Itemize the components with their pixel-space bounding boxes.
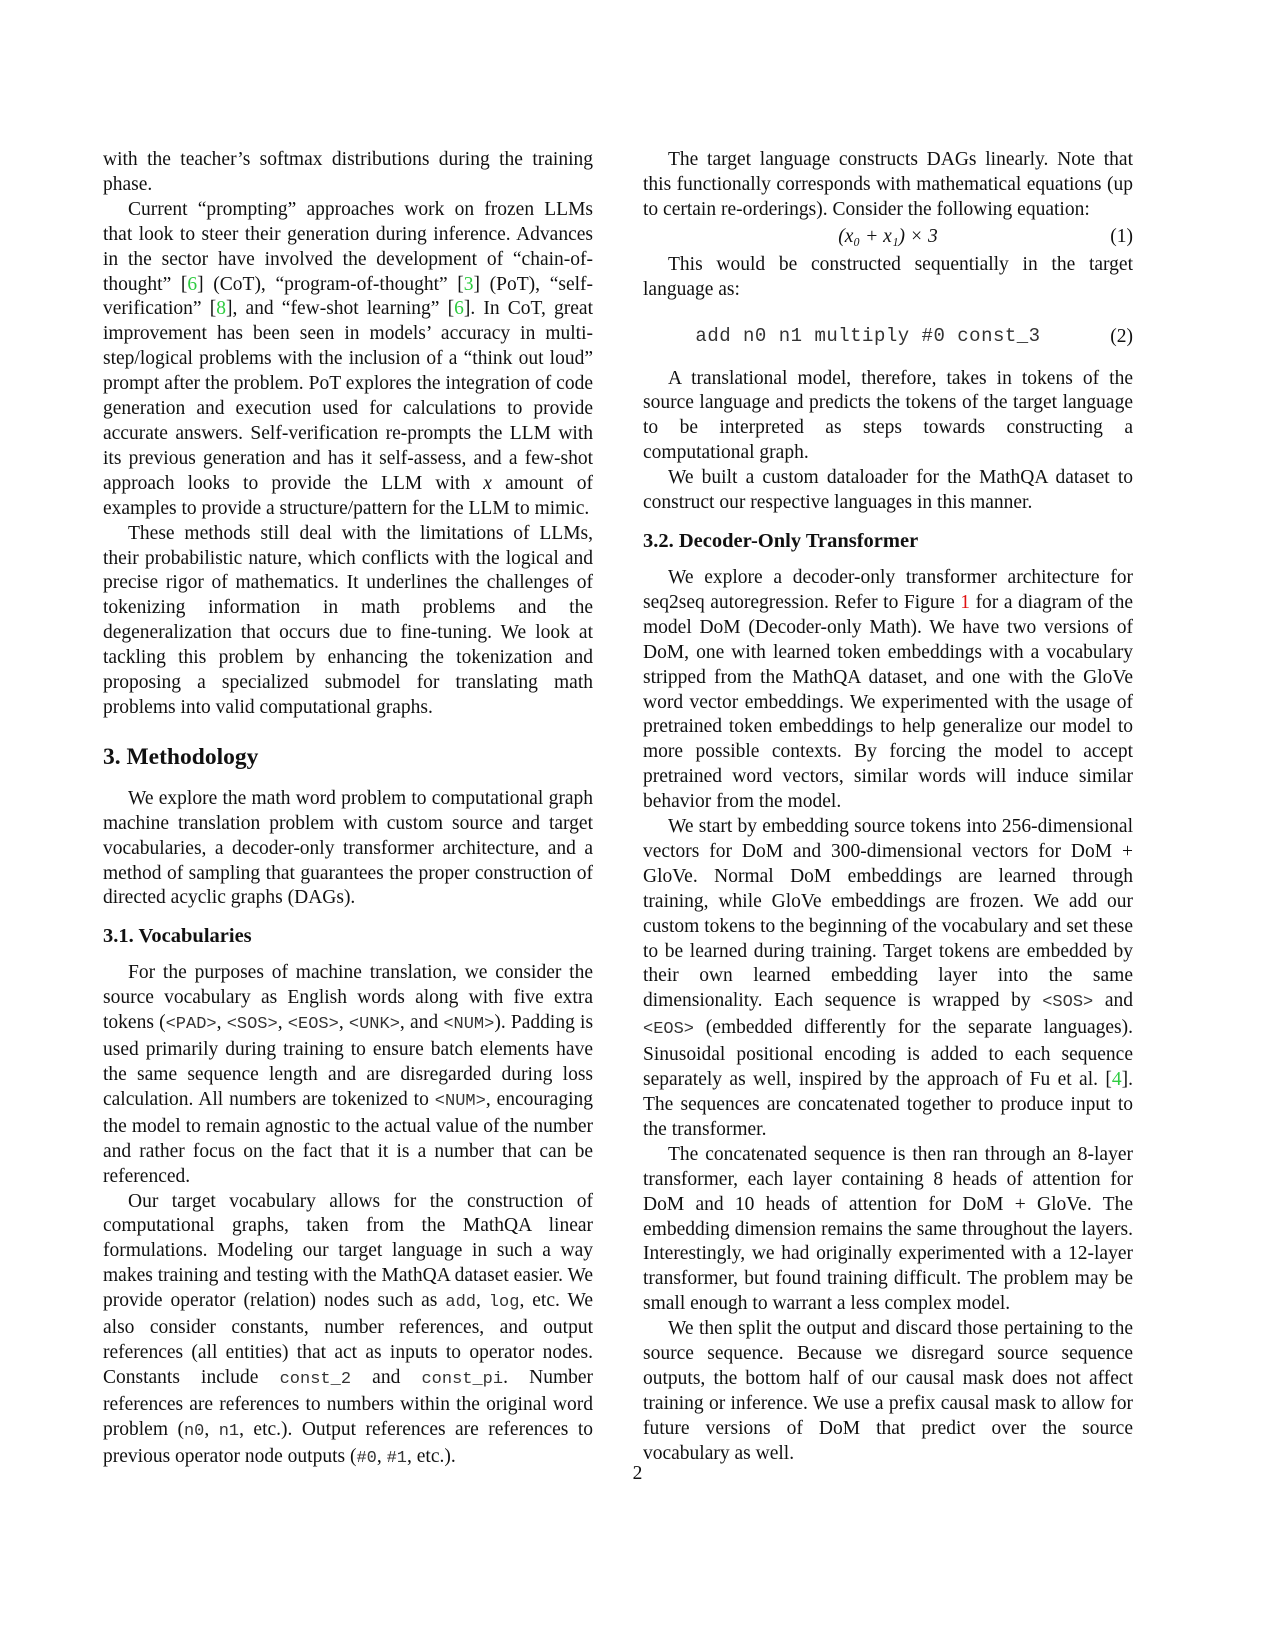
paragraph: The concatenated sequence is then ran through an 8-layer transformer, each layer containing 8 heads of attention for DoM and 10 heads of attention for DoM + GloVe. The embedding dimension remains the same throughout the layers. Interestingly, we had originally experimented with a 12-layer transformer, but found training difficult. The problem may be small enough to warrant a less complex model. xyxy=(643,1143,1133,1315)
subsection-heading: 3.1. Vocabularies xyxy=(103,925,252,948)
text-run: , xyxy=(216,1012,227,1034)
section-heading: 3. Methodology xyxy=(103,743,259,770)
text-run: . Number references are references to numbers within the original word problem ( xyxy=(103,1366,594,1440)
equation-2 xyxy=(643,317,1133,357)
right-column xyxy=(643,148,1133,1467)
code-token: <PAD> xyxy=(165,1015,217,1035)
paragraph: We explore the math word problem to computational graph machine translation problem with custom source and target vocabularies, a decoder-only transformer architecture, and a method of sampling that guarantees the proper construction of directed acyclic graphs (DAGs). xyxy=(103,787,593,909)
text-run: , encouraging the model to remain agnostic to the actual value of the number and rather focus on the fact that it is a number that can be referenced. xyxy=(103,1088,593,1187)
paragraph: with the teacher’s softmax distributions during the training phase. xyxy=(103,149,593,195)
page-number: 2 xyxy=(632,1463,643,1484)
text-run: ]. The sequences are concatenated together to produce input to the transformer. xyxy=(643,1069,1133,1140)
code-token: const_pi xyxy=(421,1369,504,1389)
text-run: ] (PoT), “self-verification” [ xyxy=(103,273,594,320)
text-run: We explore a decoder-only transformer architecture for seq2seq autoregression. Refer to Figure xyxy=(643,566,1133,613)
text-run: ], and “few-shot learning” [ xyxy=(225,298,455,320)
text-run: , xyxy=(204,1418,219,1440)
text-run: and xyxy=(1093,990,1133,1012)
code-token: <EOS> xyxy=(643,1020,695,1040)
text-run: , etc. We also consider constants, number references, and output references (all entities) that act as inputs to operator nodes. Constants include xyxy=(103,1290,593,1388)
text-run: , xyxy=(376,1445,387,1467)
text-run: and xyxy=(351,1366,422,1388)
equation-number: (2) xyxy=(1110,325,1133,347)
text-run: ). Padding is used primarily during training to ensure batch elements have the same sequence length and are disregarded during loss calculation. All numbers are tokenized to xyxy=(103,1012,594,1110)
code-token: log xyxy=(488,1293,520,1313)
text-run: , xyxy=(338,1012,349,1034)
code-token: n0 xyxy=(183,1421,205,1441)
text-run: amount of examples to provide a structure/pattern for the LLM to mimic. xyxy=(103,472,594,519)
code-token: <NUM> xyxy=(434,1091,486,1111)
code-token: #1 xyxy=(386,1448,408,1468)
code-token: <NUM> xyxy=(443,1015,495,1035)
text-run: Our target vocabulary allows for the construction of computational graphs, taken from the MathQA linear formulations. Modeling our target language in such a way makes training and testing with the MathQA dataset easier. We provide operator (relation) nodes such as xyxy=(103,1190,593,1312)
text-run: , xyxy=(475,1290,489,1312)
text-run: , and xyxy=(399,1012,444,1034)
code-token: <SOS> xyxy=(1042,993,1094,1013)
text-run: , etc.). Output references are references to previous operator node outputs ( xyxy=(103,1418,593,1467)
text-run: We start by embedding source tokens into 256-dimensional vectors for DoM and 300-dimensional vectors for DoM + GloVe. Normal DoM embeddings are learned through training, while GloVe embeddings are frozen. We add our custom tokens to the beginning of the vocabulary and set these to be learned during training. Target tokens are embedded by their own learned embedding layer into the same dimensionality. Each sequence is wrapped by xyxy=(643,816,1133,1012)
equation-content: (x₀ + x₁) × 3 xyxy=(838,226,938,248)
paragraph: This would be constructed sequentially in the target language as: xyxy=(643,253,1133,300)
subsection-heading: 3.2. Decoder-Only Transformer xyxy=(643,529,919,552)
paragraph xyxy=(643,566,1133,815)
text-run: ] (CoT), “program-of-thought” [ xyxy=(197,273,464,295)
paragraph: A translational model, therefore, takes in tokens of the source language and predicts the tokens of the target language to be interpreted as steps towards constructing a computational graph. xyxy=(643,367,1133,464)
code-token: <UNK> xyxy=(348,1015,400,1035)
equation-content: add n0 n1 multiply #0 const_3 xyxy=(695,325,1041,348)
paragraph: The target language constructs DAGs linearly. Note that this functionally corresponds with mathematical equations (up to certain re-orderings). Consider the following equation: xyxy=(643,149,1133,220)
paragraph: These methods still deal with the limitations of LLMs, their probabilistic nature, which conflicts with the logical and precise rigor of mathematics. It underlines the challenges of tokenizing information in math problems and the degeneralization that occurs due to fine-tuning. We look at tackling this problem by enhancing the tokenization and proposing a specialized submodel for translating math problems into valid computational graphs. xyxy=(103,522,593,718)
paragraph xyxy=(103,198,593,522)
citation-link[interactable]: 4 xyxy=(1111,1069,1122,1091)
text-run: , etc.). xyxy=(407,1445,456,1467)
paragraph: We built a custom dataloader for the MathQA dataset to construct our respective languages in this manner. xyxy=(643,467,1133,514)
left-column xyxy=(103,148,593,1472)
math-variable: x xyxy=(483,472,492,494)
text-run: For the purposes of machine translation, we consider the source vocabulary as English words along with five extra tokens ( xyxy=(103,962,593,1034)
code-token: <SOS> xyxy=(226,1015,278,1035)
code-token: add xyxy=(445,1293,476,1313)
citation-link[interactable]: 6 xyxy=(454,298,464,320)
figure-link[interactable]: 1 xyxy=(960,591,971,613)
citation-link[interactable]: 6 xyxy=(187,273,198,295)
code-token: n1 xyxy=(218,1421,240,1441)
equation-1 xyxy=(643,223,1133,253)
text-run: (embedded differently for the separate languages). Sinusoidal positional encoding is added to each sequence separately as well, inspired by the approach of Fu et al. [ xyxy=(643,1017,1133,1091)
text-run: ]. In CoT, great improvement has been seen in models’ accuracy in multi-step/logical problems with the inclusion of a “think out loud” prompt after the problem. PoT explores the integration of code generation and execution used for calculations to provide accurate answers. Self-verification re-prompts the LLM with its previous generation and has it self-assess, and a few-shot approach looks to provide the LLM with xyxy=(103,298,594,494)
paragraph xyxy=(643,815,1133,1143)
paragraph: We then split the output and discard those pertaining to the source sequence. Because we disregard source sequence outputs, the bottom half of our causal mask does not affect training or inference. We use a prefix causal mask to allow for future versions of DoM that predict over the source vocabulary as well. xyxy=(643,1318,1133,1464)
code-token: #0 xyxy=(356,1448,377,1468)
citation-link[interactable]: 3 xyxy=(463,273,474,295)
code-token: <EOS> xyxy=(287,1015,339,1035)
text-run: , xyxy=(277,1012,288,1034)
text-run: Current “prompting” approaches work on frozen LLMs that look to steer their generation during inference. Advances in the sector have involved the development of “chain-of-thought” [ xyxy=(103,198,593,295)
paragraph xyxy=(103,961,593,1189)
code-token: const_2 xyxy=(279,1369,352,1389)
citation-link[interactable]: 8 xyxy=(216,298,226,320)
equation-number: (1) xyxy=(1110,225,1133,247)
paragraph xyxy=(103,1190,593,1472)
text-run: for a diagram of the model DoM (Decoder-only Math). We have two versions of DoM, one with learned token embeddings with a vocabulary stripped from the MathQA dataset, and one with the GloVe word vector embeddings. We experimented with the usage of pretrained token embeddings to help generalize our model to more possible contexts. By forcing the model to accept pretrained word vectors, similar words will induce similar behavior from the model. xyxy=(643,591,1133,813)
